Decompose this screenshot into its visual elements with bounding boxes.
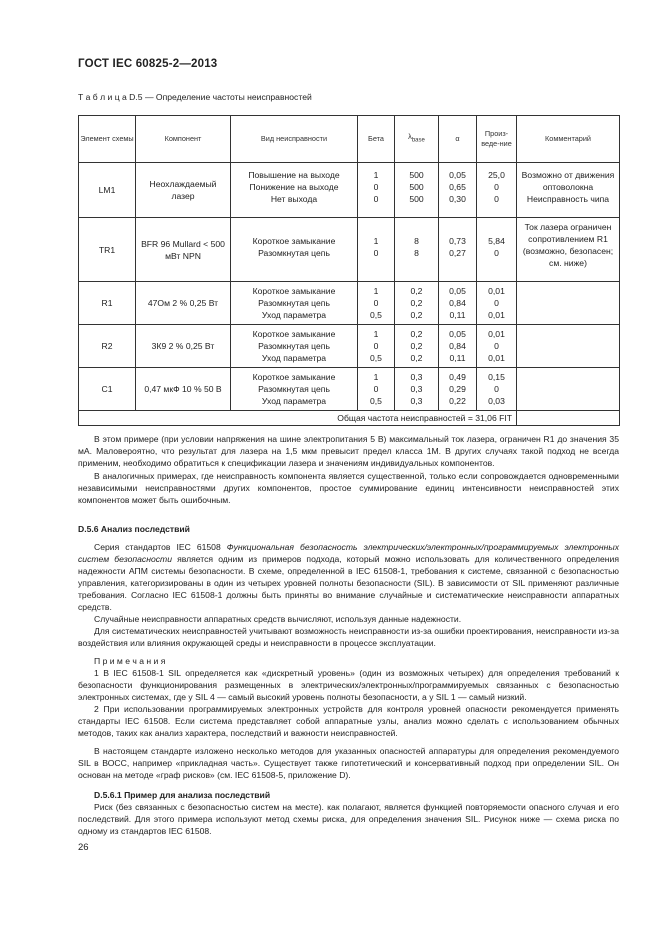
cell-faults (231, 218, 358, 282)
cell-product (477, 218, 517, 282)
cell-lambda-line: 0,2 (410, 310, 423, 320)
cell-beta-line: 1 (373, 329, 379, 339)
cell-beta (358, 163, 395, 218)
paragraph: Для систематических неисправностей учитывают возможность неисправности из-за ошибки проектирования, неисправности из-за воздействия или влияния окружающей среды и неисправности в процессе эксплуатации. (78, 626, 619, 648)
cell-component: 0,47 мкФ 10 % 50 В (136, 368, 231, 411)
cell-beta-line: 0 (373, 248, 379, 258)
cell-faults-line: Разомкнутая цепь (258, 298, 330, 308)
col-header-fault-type: Вид неисправности (231, 116, 358, 163)
notes-heading: П р и м е ч а н и я (94, 656, 166, 666)
cell-alpha-line: 0,65 (449, 182, 466, 192)
cell-faults (231, 163, 358, 218)
total-row-empty (517, 411, 620, 426)
cell-alpha (439, 218, 477, 282)
cell-beta-line: 0 (373, 341, 379, 351)
cell-element: R2 (79, 325, 136, 368)
paragraph: В этом примере (при условии напряжения на шине электропитания 5 В) максимальный ток лазера, ограничен R1 до значения 35 мА. Маловероятно, что результат для лазера на 1,5 мкм превысит предел класса 1M. В других случаях такой подход не всегда применим, необходимо обратиться к спецификации лазера и значениям индивидуальных компонентов. (78, 434, 619, 468)
cell-product-line: 0,15 (488, 372, 505, 382)
paragraph: В аналогичных примерах, где неисправность компонента является существенной, только если сопровождается одновременными независимыми неисправностями других компонентов, простое суммирование единиц интенсивности неисправностей этих компонентов может быть ошибочным. (78, 471, 619, 505)
cell-product-line: 0,01 (488, 353, 505, 363)
cell-faults-line: Короткое замыкание (252, 286, 336, 296)
col-header-element: Элемент схемы (79, 116, 136, 163)
page-number: 26 (78, 842, 89, 853)
cell-beta-line: 1 (373, 286, 379, 296)
note-1: 1 В IEC 61508-1 SIL определяется как «дискретный уровень» (один из возможных четырех) для определения требований к безопасности функционирования размещенных в электрических/электронных/программируемых связанных с безопасностью электронных системах, где у SIL 4 — самый высокий уровень полноты безопасности, а у SIL 1 — самый низкий. (78, 668, 619, 702)
cell-product-line: 0,03 (488, 396, 505, 406)
cell-faults-line: Уход параметра (261, 310, 327, 320)
cell-element: R1 (79, 282, 136, 325)
cell-beta-line: 0,5 (370, 310, 382, 320)
cell-faults (231, 325, 358, 368)
cell-alpha (439, 282, 477, 325)
cell-product-line: 25,0 (488, 170, 505, 180)
cell-lambda-line: 0,3 (410, 372, 423, 382)
paragraph: В настоящем стандарте изложено несколько методов для указанных опасностей аппаратуры для определения рекомендуемого SIL в ВОСС, например «прикладная часть». Существует также гипотетический и консервативный подход при определении SIL. Он основан на методе «граф рисков» (см. IEC 61508-5, приложение D). (78, 746, 619, 780)
cell-lambda (395, 163, 439, 218)
cell-element: TR1 (79, 218, 136, 282)
col-header-alpha: α (439, 116, 477, 163)
cell-comment (517, 282, 620, 325)
cell-beta-line: 0 (373, 384, 379, 394)
cell-alpha-line: 0,05 (449, 329, 466, 339)
table-row (79, 163, 620, 218)
cell-alpha (439, 325, 477, 368)
cell-product (477, 368, 517, 411)
cell-comment (517, 325, 620, 368)
cell-beta-line: 1 (373, 170, 379, 180)
cell-beta-line: 0 (373, 298, 379, 308)
cell-beta-line: 0 (373, 194, 379, 204)
cell-beta-line: 0,5 (370, 396, 382, 406)
cell-lambda-line: 8 (414, 248, 419, 258)
cell-beta (358, 282, 395, 325)
cell-beta-line: 0 (373, 182, 379, 192)
cell-comment: Ток лазера ограничен сопротивлением R1 (возможно, безопасен; см. ниже) (517, 218, 620, 282)
cell-lambda (395, 325, 439, 368)
cell-lambda-line: 0,2 (410, 341, 423, 351)
cell-lambda-line: 0,2 (410, 329, 423, 339)
col-header-beta: Бета (358, 116, 395, 163)
cell-alpha-line: 0,73 (449, 236, 466, 246)
cell-comment (517, 368, 620, 411)
cell-faults-line: Короткое замыкание (252, 236, 336, 246)
cell-faults (231, 282, 358, 325)
cell-product (477, 163, 517, 218)
cell-alpha-line: 0,84 (449, 341, 466, 351)
cell-component: Неохлаждаемый лазер (136, 163, 231, 218)
document-header: ГОСТ IEC 60825-2—2013 (78, 58, 218, 70)
cell-lambda (395, 282, 439, 325)
paragraph: Серия стандартов IEC 61508 Функциональная безопасность электрических/электронных/программируемых электронных систем безопасности является одним из примеров подхода, который можно использовать для количественного определения надежности АПМ системы безопасности. В схеме, определенной в IEC 61508-1, требования к системе, связанной с безопасностью управления, категоризированы в один из четырех уровней полноты безопасности (SIL). В зависимости от SIL применяют различные требования. Согласно IEC 61508-1 должны быть приняты во внимание случайные и систематические неисправности аппаратных средств. (78, 542, 619, 612)
cell-product-line: 0 (494, 248, 499, 258)
cell-beta-line: 1 (373, 372, 379, 382)
paragraph: Случайные неисправности аппаратных средств вычисляют, используя данные надежности. (94, 614, 462, 624)
cell-beta-line: 0,5 (370, 353, 382, 363)
cell-component: 47Ом 2 % 0,25 Вт (136, 282, 231, 325)
cell-product-line: 0,01 (488, 310, 505, 320)
cell-element: LM1 (79, 163, 136, 218)
body-text-block-2 (78, 523, 619, 837)
col-header-comment: Комментарий (517, 116, 620, 163)
cell-element: C1 (79, 368, 136, 411)
table-row (79, 218, 620, 282)
cell-lambda-line: 0,3 (410, 384, 423, 394)
cell-product-line: 0,01 (488, 329, 505, 339)
cell-alpha-line: 0,11 (449, 310, 466, 320)
cell-product (477, 325, 517, 368)
cell-beta (358, 218, 395, 282)
cell-lambda-line: 8 (414, 236, 419, 246)
cell-faults-line: Разомкнутая цепь (258, 384, 330, 394)
cell-component: 3К9 2 % 0,25 Вт (136, 325, 231, 368)
cell-product-line: 0 (494, 341, 499, 351)
cell-product-line: 0,01 (488, 286, 505, 296)
cell-beta-line: 1 (373, 236, 379, 246)
cell-faults-line: Разомкнутая цепь (258, 248, 330, 258)
cell-faults-line: Уход параметра (261, 353, 327, 363)
cell-faults-line: Уход параметра (261, 396, 327, 406)
table-row (79, 368, 620, 411)
cell-alpha (439, 163, 477, 218)
cell-beta (358, 368, 395, 411)
cell-lambda-line: 0,2 (410, 286, 423, 296)
fault-frequency-table (78, 115, 620, 426)
cell-alpha-line: 0,49 (449, 372, 466, 382)
total-row: Общая частота неисправностей = 31,06 FIT (79, 411, 517, 426)
cell-faults-line: Понижение на выходе (249, 182, 339, 192)
table-row (79, 282, 620, 325)
section-heading: D.5.6.1 Пример для анализа последствий (94, 790, 271, 800)
body-text-block-1 (78, 433, 619, 506)
cell-product-line: 0 (494, 384, 499, 394)
cell-alpha (439, 368, 477, 411)
cell-product-line: 0 (494, 298, 499, 308)
cell-faults-line: Повышение на выходе (248, 170, 340, 180)
cell-faults-line: Короткое замыкание (252, 372, 336, 382)
cell-product (477, 282, 517, 325)
cell-lambda-line: 0,2 (410, 298, 423, 308)
cell-lambda-line: 0,2 (410, 353, 423, 363)
table-caption: Т а б л и ц а D.5 — Определение частоты неисправностей (78, 92, 312, 102)
cell-faults-line: Нет выхода (270, 194, 318, 204)
col-header-component: Компонент (136, 116, 231, 163)
cell-faults-line: Короткое замыкание (252, 329, 336, 339)
cell-lambda-line: 500 (409, 182, 424, 192)
col-header-lambda: $\lambda_{base}$ (395, 116, 439, 163)
cell-lambda-line: 0,3 (410, 396, 423, 406)
paragraph: Риск (без связанных с безопасностью систем на месте). как полагают, является функцией повторяемости опасного случая и его последствий. Для этого примера используют метод схемы риска, для определения значения SIL. Рисунок ниже — схема риска по одному из стандартов IEC 61508. (78, 802, 619, 836)
cell-lambda-line: 500 (409, 170, 424, 180)
cell-alpha-line: 0,11 (449, 353, 466, 363)
cell-alpha-line: 0,30 (449, 194, 466, 204)
cell-alpha-line: 0,05 (449, 286, 466, 296)
cell-product-line: 0 (494, 182, 499, 192)
cell-lambda (395, 218, 439, 282)
cell-product-line: 0 (494, 194, 499, 204)
cell-alpha-line: 0,84 (449, 298, 466, 308)
cell-beta (358, 325, 395, 368)
cell-lambda-line: 500 (409, 194, 424, 204)
cell-alpha-line: 0,05 (449, 170, 466, 180)
cell-product-line: 5,84 (488, 236, 505, 246)
cell-alpha-line: 0,27 (449, 248, 466, 258)
cell-faults-line: Разомкнутая цепь (258, 341, 330, 351)
cell-lambda (395, 368, 439, 411)
table-row (79, 325, 620, 368)
cell-alpha-line: 0,22 (449, 396, 466, 406)
cell-comment: Возможно от движения оптоволокна Неисправность чипа (517, 163, 620, 218)
section-heading: D.5.6 Анализ последствий (78, 524, 190, 534)
note-2: 2 При использовании программируемых электронных устройств для контроля уровней опасности рекомендуется применять стандарты IEC 61508. Если система представляет собой аппаратные узлы, анализ можно сделать с использованием обычных методов, таких как анализ характера, последствий и важности неисправностей. (78, 704, 619, 738)
cell-faults (231, 368, 358, 411)
cell-alpha-line: 0,29 (449, 384, 466, 394)
col-header-product: Произ-веде-ние (477, 116, 517, 163)
cell-component: BFR 96 Mullard < 500 мВт NPN (136, 218, 231, 282)
